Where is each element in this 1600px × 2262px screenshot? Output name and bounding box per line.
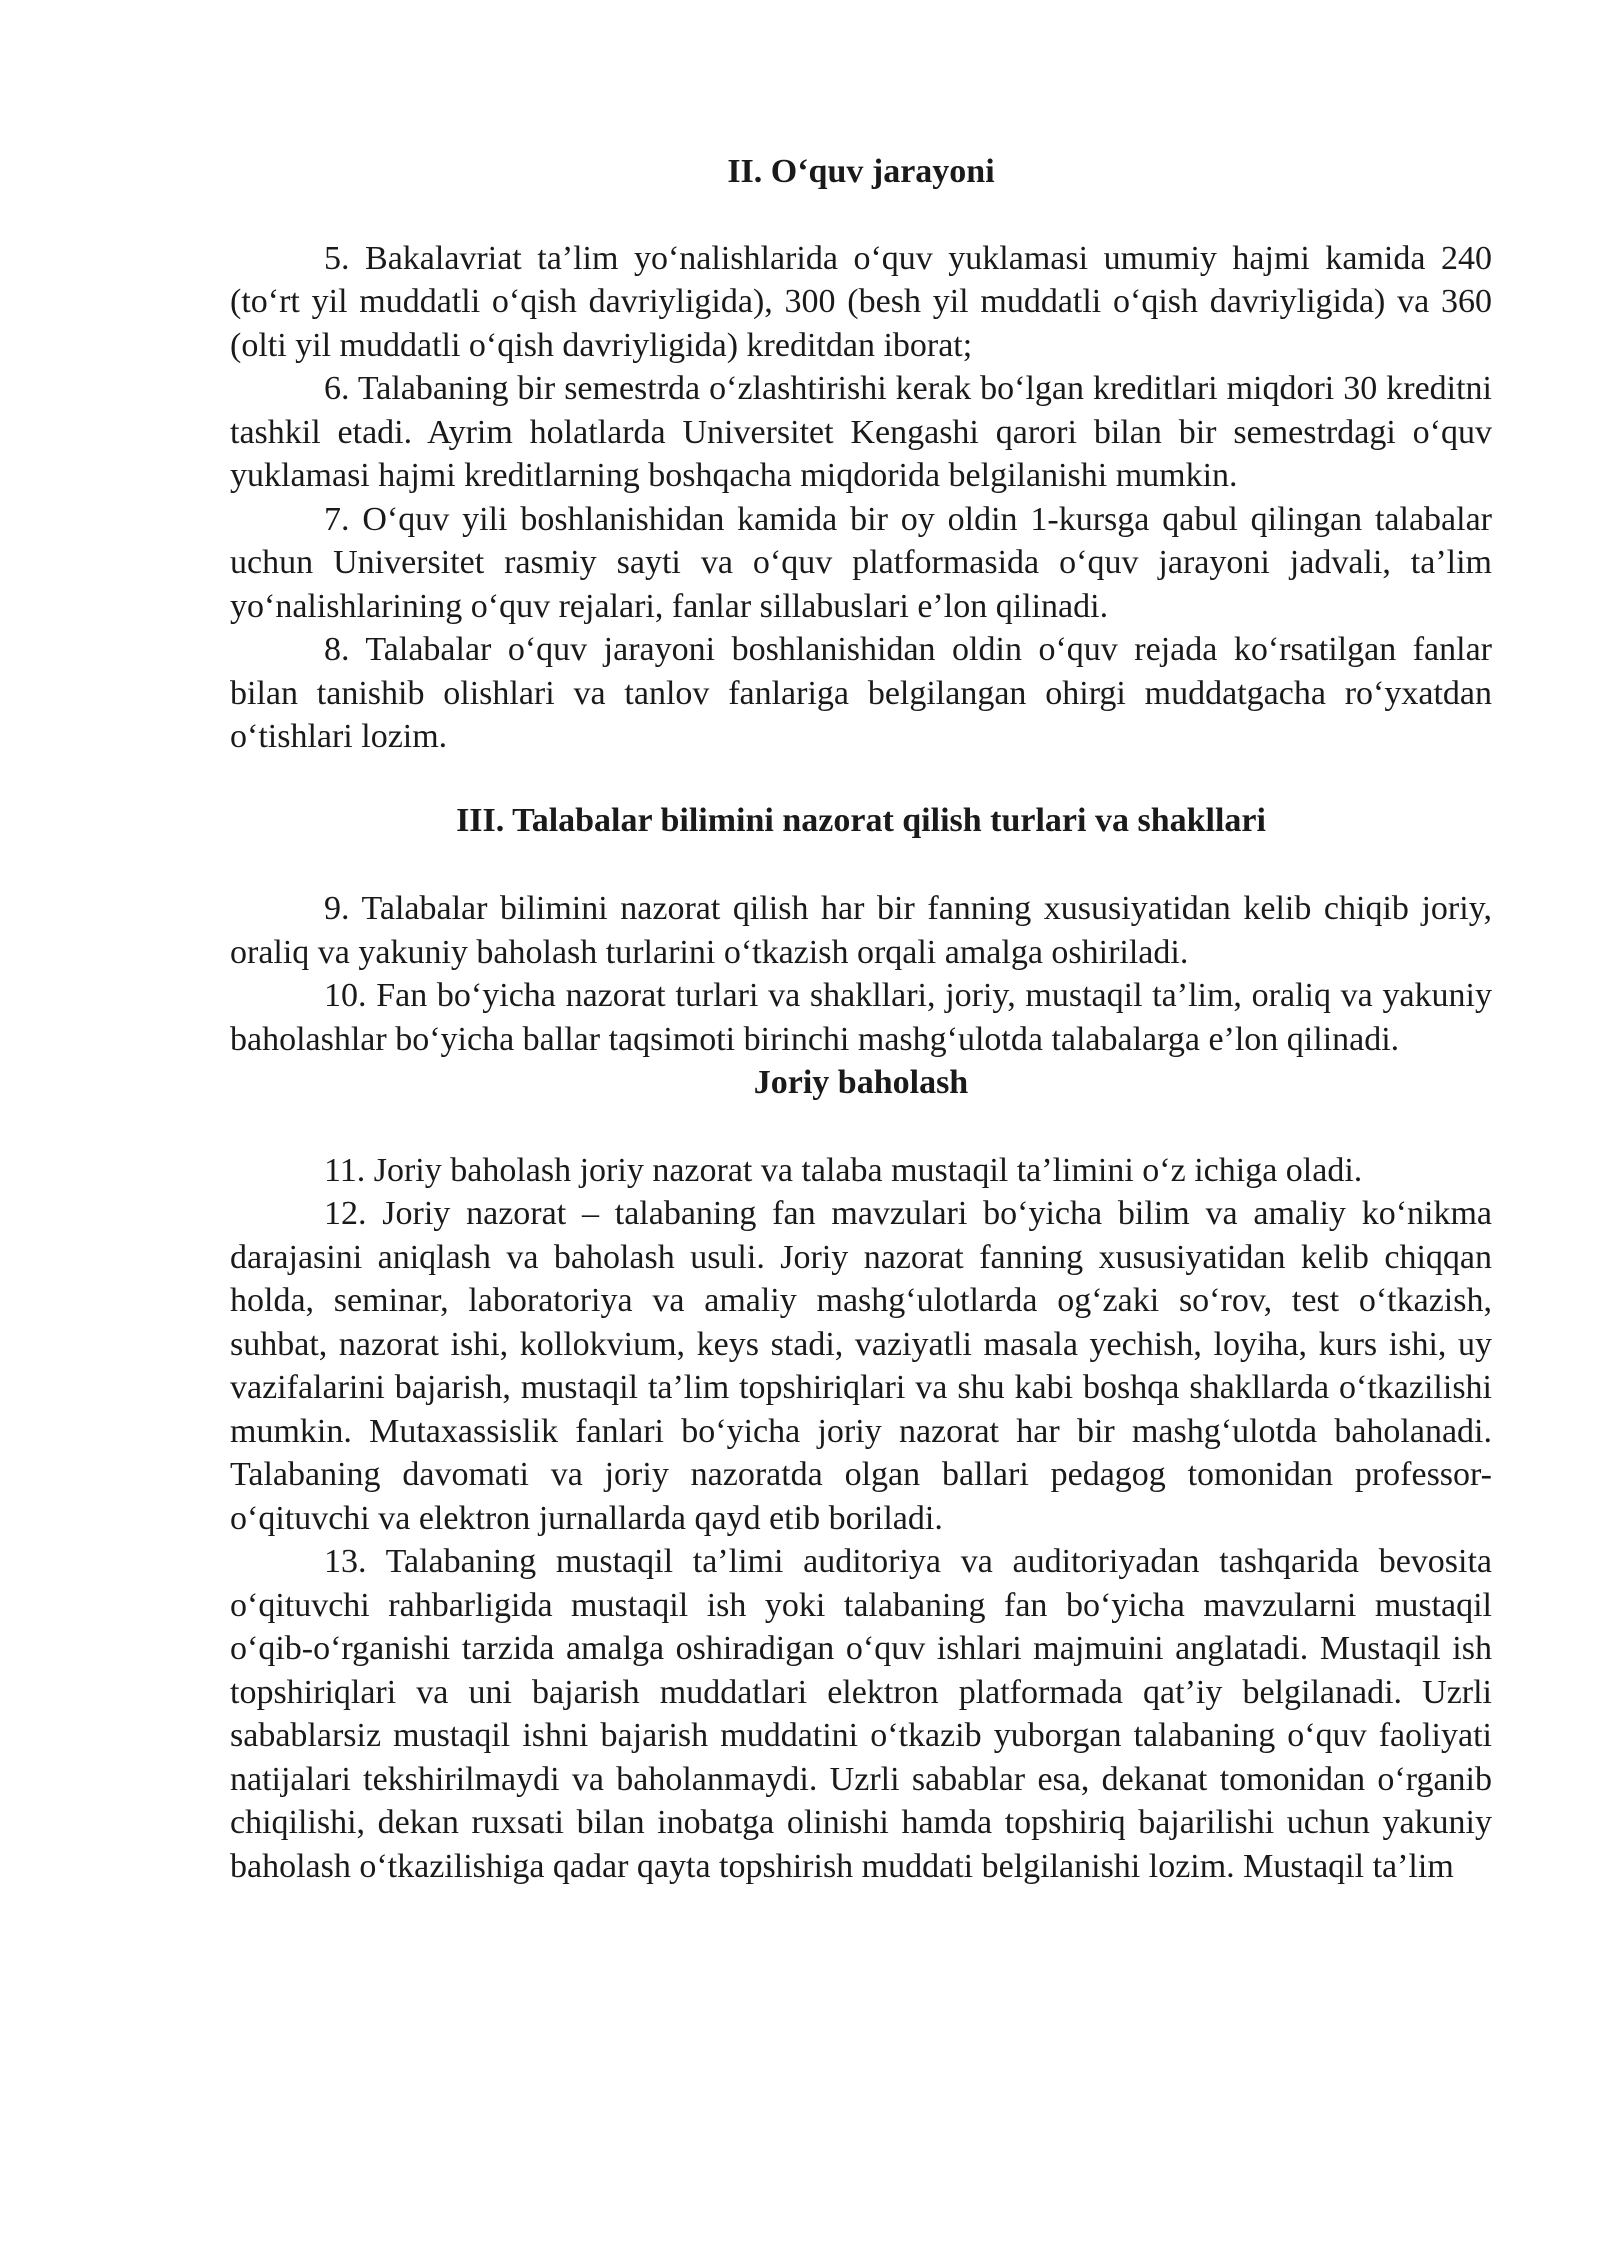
subsection-heading-current-assessment: Joriy baholash <box>753 1064 969 1101</box>
paragraph-7: 7. O‘quv yili boshlanishidan kamida bir oy oldin 1-kursga qabul qilingan talabalar uchun Universitet rasmiy sayti va o‘quv platformasida o‘quv jarayoni jadvali, ta’lim yo‘nalishlarining o‘quv rejalari, fanlar sillabuslari e’lon qilinadi. <box>230 500 1492 625</box>
section-heading-study-process: II. O‘quv jarayoni <box>727 153 995 190</box>
paragraph-11: 11. Joriy baholash joriy nazorat va talaba mustaqil ta’limini o‘z ichiga oladi. <box>324 1151 1363 1189</box>
paragraph-6: 6. Talabaning bir semestrda o‘zlashtirishi kerak bo‘lgan kreditlari miqdori 30 kreditni tashkil etadi. Ayrim holatlarda Universitet Kengashi qarori bilan bir semestrdagi o‘quv yuklamasi hajmi kreditlarning boshqacha miqdorida belgilanishi mumkin. <box>230 370 1492 494</box>
document-page <box>230 150 1492 1888</box>
paragraph-9: 9. Talabalar bilimini nazorat qilish har bir fanning xususiyatidan kelib chiqib joriy, oraliq va yakuniy baholash turlarini o‘tkazish orqali amalga oshiriladi. <box>230 890 1492 971</box>
paragraph-13: 13. Talabaning mustaqil ta’limi auditoriya va auditoriyadan tashqarida bevosita o‘qituvchi rahbarligida mustaqil ish yoki talabaning fan bo‘yicha mavzularni mustaqil o‘qib-o‘rganishi tarzida amalga oshiradigan o‘quv ishlari majmuini anglatadi. Mustaqil ish topshiriqlari va uni bajarish muddatlari elektron platformada qat’iy belgilanadi. Uzrli sabablarsiz mustaqil ishni bajarish muddatini o‘tkazib yuborgan talabaning o‘quv faoliyati natijalari tekshirilmaydi va baholanmaydi. Uzrli sabablar esa, dekanat tomonidan o‘rganib chiqilishi, dekan ruxsati bilan inobatga olinishi hamda topshiriq bajarilishi uchun yakuniy baholash o‘tkazilishiga qadar qayta topshirish muddati belgilanishi lozim. Mustaqil ta’lim <box>230 1543 1492 1885</box>
paragraph-10: 10. Fan bo‘yicha nazorat turlari va shakllari, joriy, mustaqil ta’lim, oraliq va yakuniy baholashlar bo‘yicha ballar taqsimoti birinchi mashg‘ulotda talabalarga e’lon qilinadi. <box>230 977 1492 1058</box>
section-heading-assessment-types: III. Talabalar bilimini nazorat qilish turlari va shakllari <box>456 801 1266 839</box>
paragraph-8: 8. Talabalar o‘quv jarayoni boshlanishidan oldin o‘quv rejada ko‘rsatilgan fanlar bilan tanishib olishlari va tanlov fanlariga belgilangan ohirgi muddatgacha ro‘yxatdan o‘tishlari lozim. <box>230 631 1492 755</box>
paragraph-5: 5. Bakalavriat ta’lim yo‘nalishlarida o‘quv yuklamasi umumiy hajmi kamida 240 (to‘rt yil muddatli o‘qish davriyligida), 300 (besh yil muddatli o‘qish davriyligida) va 360 (olti yil muddatli o‘qish davriyligida) kreditdan iborat; <box>230 239 1492 364</box>
paragraph-12: 12. Joriy nazorat – talabaning fan mavzulari bo‘yicha bilim va amaliy ko‘nikma darajasini aniqlash va baholash usuli. Joriy nazorat fanning xususiyatidan kelib chiqqan holda, seminar, laboratoriya va amaliy mashg‘ulotlarda og‘zaki so‘rov, test o‘tkazish, suhbat, nazorat ishi, kollokvium, keys stadi, vaziyatli masala yechish, loyiha, kurs ishi, uy vazifalarini bajarish, mustaqil ta’lim topshiriqlari va shu kabi boshqa shakllarda o‘tkazilishi mumkin. Mutaxassislik fanlari bo‘yicha joriy nazorat har bir mashg‘ulotda baholanadi. Talabaning davomati va joriy nazoratda olgan ballari pedagog tomonidan professor-o‘qituvchi va elektron jurnallarda qayd etib boriladi. <box>230 1195 1492 1537</box>
